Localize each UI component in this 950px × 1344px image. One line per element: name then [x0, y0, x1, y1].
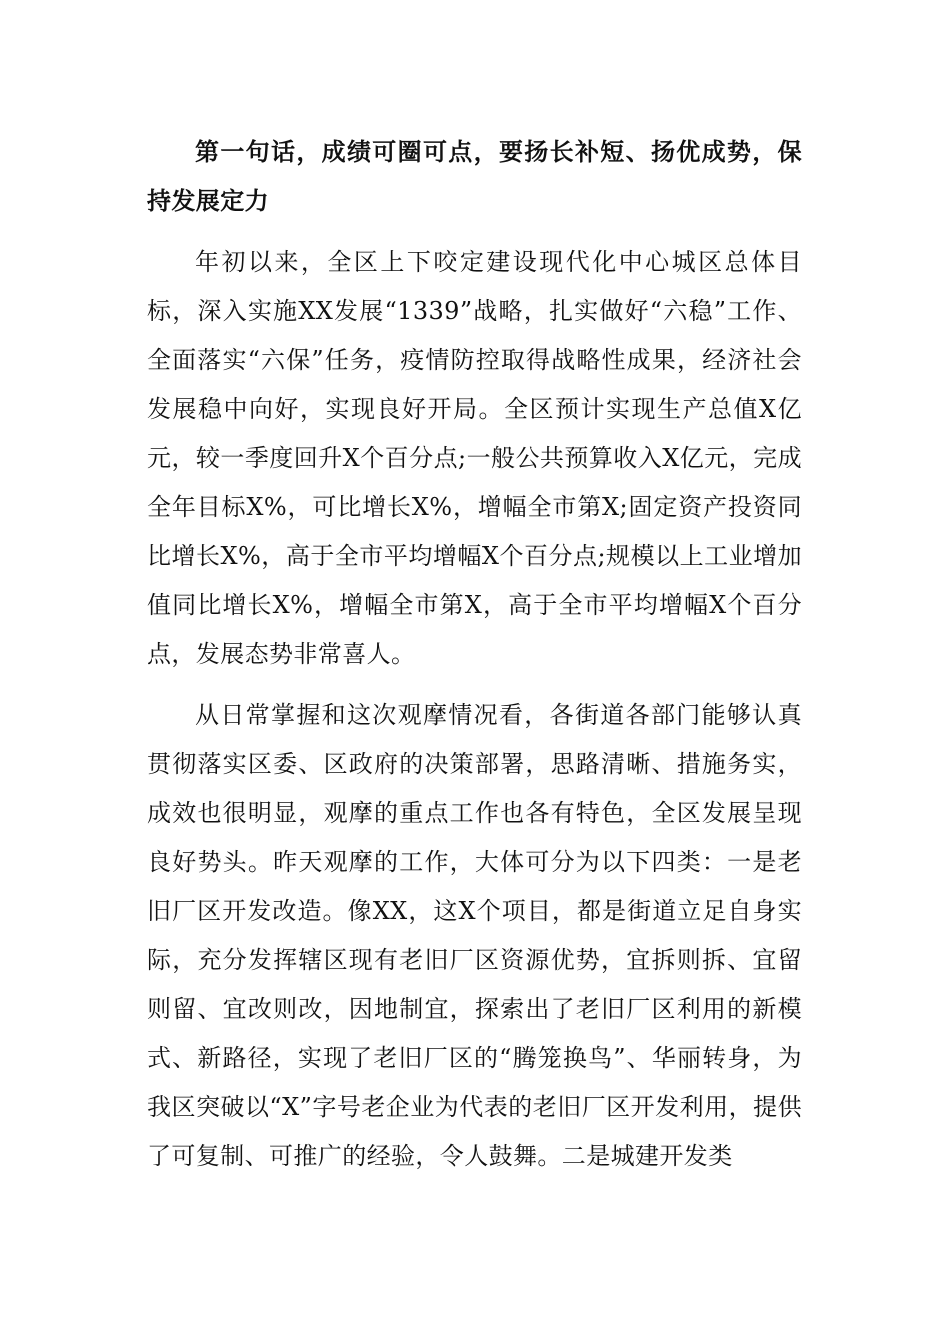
paragraph-observation: 从日常掌握和这次观摩情况看，各街道各部门能够认真贯彻落实区委、区政府的决策部署，思路清晰、措施务实，成效也很明显，观摩的重点工作也各有特色，全区发展呈现良好势头。昨天观摩的工作，大体可分为以下四类：一是老旧厂区开发改造。像XX，这X个项目，都是街道立足自身实际，充分发挥辖区现有老旧厂区资源优势，宜拆则拆、宜留则留、宜改则改，因地制宜，探索出了老旧厂区利用的新模式、新路径，实现了老旧厂区的“腾笼换鸟”、华丽转身，为我区突破以“X”字号老企业为代表的老旧厂区开发利用，提供了可复制、可推广的经验，令人鼓舞。二是城建开发类 [147, 701, 802, 1170]
section-heading: 第一句话，成绩可圈可点，要扬长补短、扬优成势，保持发展定力 [147, 138, 802, 215]
document-body [147, 128, 802, 1181]
paragraph-achievements: 年初以来，全区上下咬定建设现代化中心城区总体目标，深入实施XX发展“1339”战略，扎实做好“六稳”工作、全面落实“六保”任务，疫情防控取得战略性成果，经济社会发展稳中向好，实现良好开局。全区预计实现生产总值X亿元，较一季度回升X个百分点;一般公共预算收入X亿元，完成全年目标X%，可比增长X%，增幅全市第X;固定资产投资同比增长X%，高于全市平均增幅X个百分点;规模以上工业增加值同比增长X%，增幅全市第X，高于全市平均增幅X个百分点，发展态势非常喜人。 [147, 248, 802, 668]
